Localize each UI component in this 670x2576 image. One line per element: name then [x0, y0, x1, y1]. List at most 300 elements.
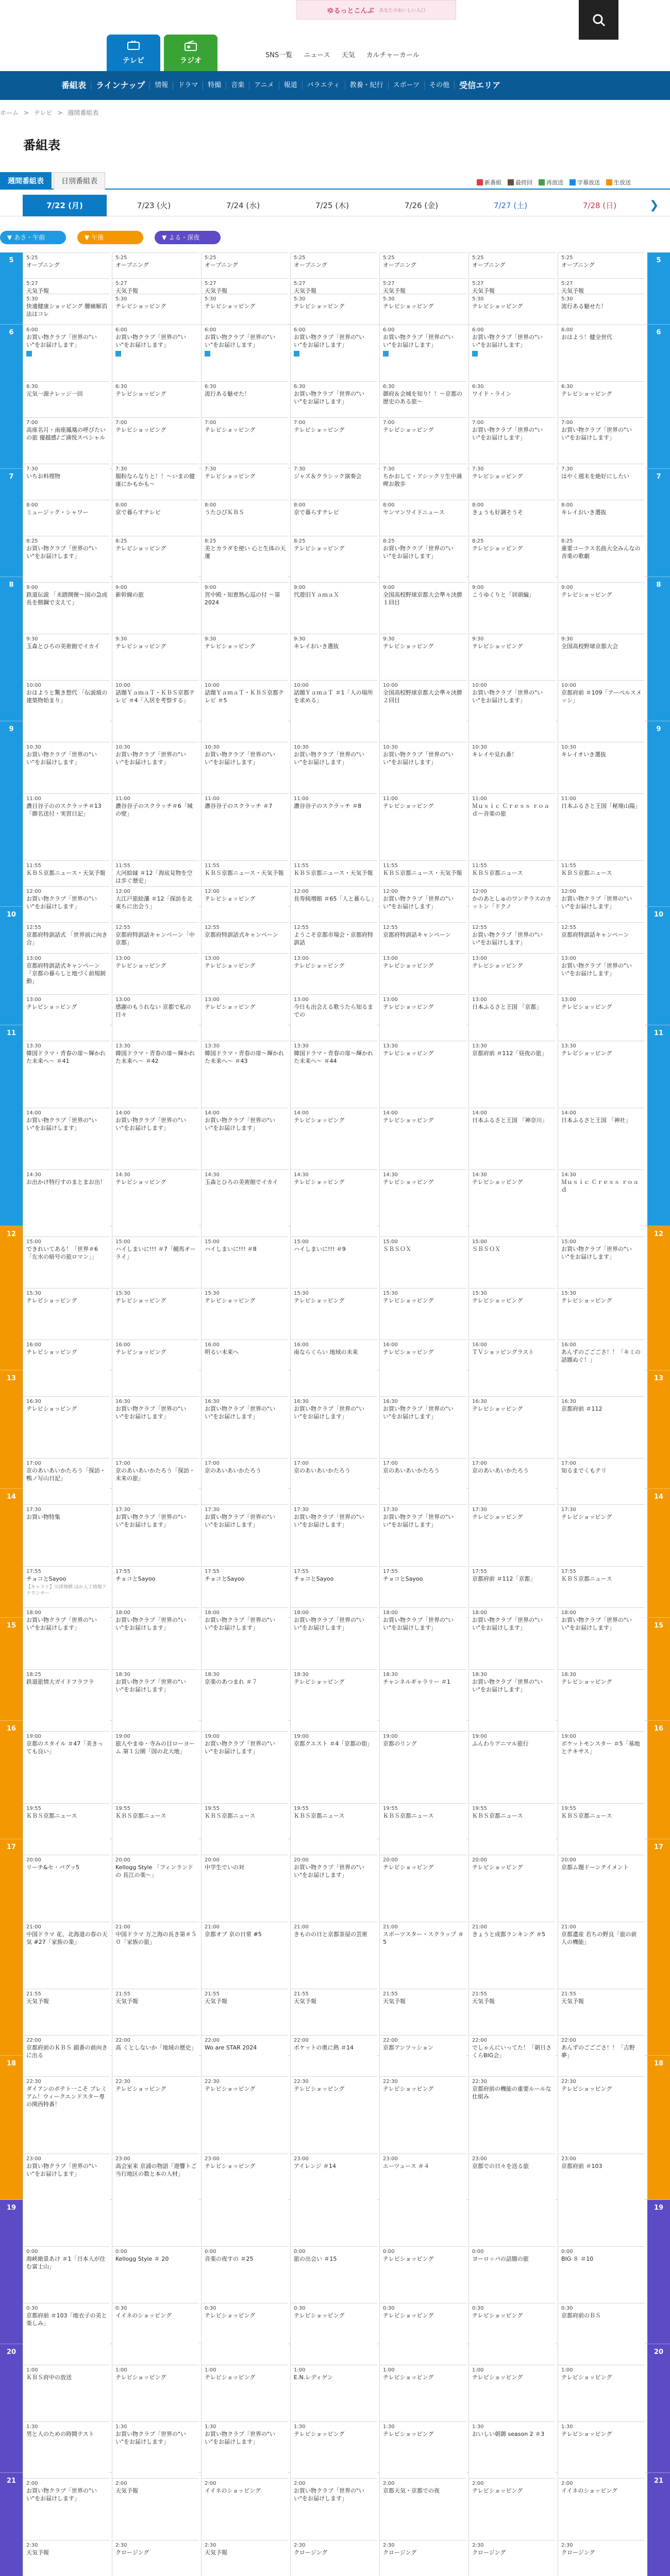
program-cell[interactable]: [23, 1855, 110, 1922]
program-cell[interactable]: [23, 1108, 110, 1170]
link-culture[interactable]: カルチャーカール: [366, 52, 420, 59]
program-cell[interactable]: [291, 860, 377, 886]
program-cell[interactable]: [23, 922, 110, 953]
tab-tv[interactable]: [107, 35, 160, 71]
program-cell[interactable]: [112, 278, 199, 294]
program-cell[interactable]: [23, 1803, 110, 1855]
nav-item-sports[interactable]: スポーツ: [389, 81, 425, 90]
program-cell[interactable]: [202, 680, 288, 742]
program-cell[interactable]: [558, 1108, 645, 1170]
program-cell[interactable]: [112, 2076, 199, 2154]
program-cell[interactable]: [23, 1669, 110, 1731]
program-cell[interactable]: [469, 1566, 556, 1607]
program-cell[interactable]: [202, 294, 288, 325]
program-cell[interactable]: [23, 1170, 110, 1236]
program-cell[interactable]: [291, 1989, 377, 2035]
tab-weekly[interactable]: 週間番組表: [0, 172, 52, 190]
program-cell[interactable]: [558, 1236, 645, 1288]
tab-daily[interactable]: 日別番組表: [54, 172, 105, 190]
program-cell[interactable]: [202, 1288, 288, 1340]
program-cell[interactable]: [291, 1458, 377, 1504]
program-cell[interactable]: [202, 325, 288, 381]
program-cell[interactable]: [558, 2076, 645, 2154]
program-cell[interactable]: [202, 1855, 288, 1922]
program-cell[interactable]: [202, 1731, 288, 1803]
program-cell[interactable]: [380, 1108, 466, 1170]
program-cell[interactable]: [380, 1170, 466, 1236]
program-cell[interactable]: [291, 2076, 377, 2154]
program-cell[interactable]: [380, 1989, 466, 2035]
program-cell[interactable]: [23, 953, 110, 994]
program-cell[interactable]: [558, 680, 645, 742]
program-cell[interactable]: [112, 2421, 199, 2478]
program-cell[interactable]: [558, 464, 645, 500]
program-cell[interactable]: [558, 1504, 645, 1566]
program-cell[interactable]: [112, 680, 199, 742]
program-cell[interactable]: [202, 278, 288, 294]
program-cell[interactable]: [202, 2076, 288, 2154]
program-cell[interactable]: [380, 922, 466, 953]
program-cell[interactable]: [291, 1607, 377, 1669]
program-cell[interactable]: [558, 278, 645, 294]
program-cell[interactable]: [202, 1236, 288, 1288]
program-cell[interactable]: [469, 2076, 556, 2154]
program-cell[interactable]: [112, 860, 199, 886]
program-cell[interactable]: [23, 886, 110, 922]
program-cell[interactable]: [469, 2303, 556, 2365]
program-cell[interactable]: [558, 1855, 645, 1922]
program-cell[interactable]: [291, 2540, 377, 2576]
program-cell[interactable]: [380, 793, 466, 860]
program-cell[interactable]: [23, 1731, 110, 1803]
program-cell[interactable]: [112, 294, 199, 325]
program-cell[interactable]: [291, 793, 377, 860]
date-tab[interactable]: 7/23 (火): [137, 201, 171, 210]
program-cell[interactable]: [558, 417, 645, 464]
program-cell[interactable]: [291, 2303, 377, 2365]
program-cell[interactable]: [469, 1396, 556, 1458]
program-cell[interactable]: [469, 536, 556, 582]
program-cell[interactable]: [380, 1041, 466, 1108]
program-cell[interactable]: [291, 634, 377, 680]
program-cell[interactable]: [558, 381, 645, 417]
program-cell[interactable]: [291, 2421, 377, 2478]
nav-item-education[interactable]: 教養・紀行: [345, 81, 389, 90]
program-cell[interactable]: [469, 2035, 556, 2076]
program-cell[interactable]: [112, 1922, 199, 1989]
program-cell[interactable]: [112, 325, 199, 381]
program-cell[interactable]: [291, 680, 377, 742]
program-cell[interactable]: [558, 582, 645, 634]
program-cell[interactable]: [469, 1989, 556, 2035]
program-cell[interactable]: [291, 500, 377, 536]
program-cell[interactable]: [23, 680, 110, 742]
program-cell[interactable]: [558, 1607, 645, 1669]
program-cell[interactable]: [380, 500, 466, 536]
program-cell[interactable]: [469, 1669, 556, 1731]
program-cell[interactable]: [291, 742, 377, 793]
program-cell[interactable]: [202, 464, 288, 500]
program-cell[interactable]: [469, 1340, 556, 1396]
tab-radio[interactable]: [164, 35, 217, 71]
program-cell[interactable]: [202, 1607, 288, 1669]
program-cell[interactable]: [23, 252, 110, 278]
program-cell[interactable]: [558, 500, 645, 536]
program-cell[interactable]: [469, 1458, 556, 1504]
time-jump-button[interactable]: [77, 231, 143, 244]
program-cell[interactable]: [469, 860, 556, 886]
program-cell[interactable]: [380, 1731, 466, 1803]
program-cell[interactable]: [23, 1288, 110, 1340]
program-cell[interactable]: [23, 2246, 110, 2303]
program-cell[interactable]: [23, 994, 110, 1041]
program-cell[interactable]: [202, 1803, 288, 1855]
program-cell[interactable]: [558, 793, 645, 860]
program-cell[interactable]: [202, 252, 288, 278]
program-cell[interactable]: [558, 2421, 645, 2478]
program-cell[interactable]: [291, 1340, 377, 1396]
program-cell[interactable]: [380, 1607, 466, 1669]
program-cell[interactable]: [23, 500, 110, 536]
program-cell[interactable]: [469, 2540, 556, 2576]
program-cell[interactable]: [23, 1989, 110, 2035]
program-cell[interactable]: [291, 994, 377, 1041]
program-cell[interactable]: [112, 2303, 199, 2365]
program-cell[interactable]: [558, 886, 645, 922]
program-cell[interactable]: [202, 742, 288, 793]
program-cell[interactable]: [558, 922, 645, 953]
program-cell[interactable]: [558, 2246, 645, 2303]
program-cell[interactable]: [380, 1566, 466, 1607]
program-cell[interactable]: [202, 922, 288, 953]
program-cell[interactable]: [291, 2035, 377, 2076]
program-cell[interactable]: [202, 793, 288, 860]
program-cell[interactable]: [23, 582, 110, 634]
breadcrumb-home[interactable]: ホーム: [0, 109, 19, 116]
program-cell[interactable]: [291, 325, 377, 381]
program-cell[interactable]: [469, 464, 556, 500]
program-cell[interactable]: [23, 294, 110, 325]
time-jump-button[interactable]: [0, 231, 66, 244]
program-cell[interactable]: [291, 2246, 377, 2303]
program-cell[interactable]: [202, 1989, 288, 2035]
program-cell[interactable]: [112, 2246, 199, 2303]
program-cell[interactable]: [23, 2076, 110, 2154]
nav-item-drama[interactable]: ドラマ: [173, 81, 203, 90]
program-cell[interactable]: [380, 1340, 466, 1396]
program-cell[interactable]: [380, 252, 466, 278]
program-cell[interactable]: [380, 634, 466, 680]
program-cell[interactable]: [558, 1396, 645, 1458]
program-cell[interactable]: [380, 2035, 466, 2076]
date-tab[interactable]: 7/22 (月): [23, 195, 107, 216]
program-cell[interactable]: [291, 886, 377, 922]
program-cell[interactable]: [558, 1458, 645, 1504]
program-cell[interactable]: [202, 1340, 288, 1396]
program-cell[interactable]: [469, 294, 556, 325]
program-cell[interactable]: [202, 2421, 288, 2478]
program-cell[interactable]: [469, 417, 556, 464]
program-cell[interactable]: [112, 1340, 199, 1396]
program-cell[interactable]: [23, 1041, 110, 1108]
program-cell[interactable]: [202, 1922, 288, 1989]
program-cell[interactable]: [112, 922, 199, 953]
program-cell[interactable]: [380, 1922, 466, 1989]
program-cell[interactable]: [291, 1669, 377, 1731]
program-cell[interactable]: [112, 1108, 199, 1170]
program-cell[interactable]: [380, 464, 466, 500]
program-cell[interactable]: [23, 381, 110, 417]
program-cell[interactable]: [291, 294, 377, 325]
nav-item-music[interactable]: 音楽: [226, 81, 249, 90]
program-cell[interactable]: [112, 1566, 199, 1607]
program-cell[interactable]: [291, 464, 377, 500]
program-cell[interactable]: [380, 680, 466, 742]
program-cell[interactable]: [469, 2365, 556, 2421]
program-cell[interactable]: [558, 634, 645, 680]
program-cell[interactable]: [291, 1236, 377, 1288]
program-cell[interactable]: [469, 1803, 556, 1855]
program-cell[interactable]: [558, 1669, 645, 1731]
program-cell[interactable]: [558, 860, 645, 886]
program-cell[interactable]: [23, 536, 110, 582]
program-cell[interactable]: [469, 278, 556, 294]
program-cell[interactable]: [291, 278, 377, 294]
program-cell[interactable]: [23, 325, 110, 381]
program-cell[interactable]: [469, 252, 556, 278]
program-cell[interactable]: [112, 500, 199, 536]
program-cell[interactable]: [23, 2478, 110, 2540]
link-news[interactable]: ニュース: [304, 52, 330, 59]
program-cell[interactable]: [112, 1396, 199, 1458]
program-cell[interactable]: [112, 2035, 199, 2076]
program-cell[interactable]: [469, 2421, 556, 2478]
program-cell[interactable]: [112, 1170, 199, 1236]
program-cell[interactable]: [380, 2154, 466, 2246]
program-cell[interactable]: [558, 2303, 645, 2365]
program-cell[interactable]: [112, 1504, 199, 1566]
program-cell[interactable]: [202, 381, 288, 417]
program-cell[interactable]: [112, 994, 199, 1041]
program-cell[interactable]: [291, 252, 377, 278]
program-cell[interactable]: [558, 953, 645, 994]
program-cell[interactable]: [202, 417, 288, 464]
program-cell[interactable]: [291, 1504, 377, 1566]
program-cell[interactable]: [469, 2154, 556, 2246]
program-cell[interactable]: [291, 922, 377, 953]
program-cell[interactable]: [112, 1731, 199, 1803]
program-cell[interactable]: [202, 634, 288, 680]
program-cell[interactable]: [380, 860, 466, 886]
program-cell[interactable]: [23, 2540, 110, 2576]
program-cell[interactable]: [202, 1041, 288, 1108]
program-cell[interactable]: [380, 1504, 466, 1566]
nav-item-tokusatsu[interactable]: 特撮: [203, 81, 226, 90]
program-cell[interactable]: [112, 1458, 199, 1504]
program-cell[interactable]: [202, 2365, 288, 2421]
program-cell[interactable]: [469, 742, 556, 793]
program-cell[interactable]: [558, 1170, 645, 1236]
program-cell[interactable]: [202, 2303, 288, 2365]
program-cell[interactable]: [112, 634, 199, 680]
program-cell[interactable]: [380, 1669, 466, 1731]
program-cell[interactable]: [202, 994, 288, 1041]
program-cell[interactable]: [112, 1607, 199, 1669]
program-cell[interactable]: [558, 2154, 645, 2246]
program-cell[interactable]: [112, 464, 199, 500]
program-cell[interactable]: [380, 1396, 466, 1458]
program-cell[interactable]: [291, 1170, 377, 1236]
program-cell[interactable]: [291, 381, 377, 417]
program-cell[interactable]: [291, 1108, 377, 1170]
program-cell[interactable]: [202, 2035, 288, 2076]
program-cell[interactable]: [291, 1922, 377, 1989]
program-cell[interactable]: [558, 252, 645, 278]
program-cell[interactable]: [23, 2035, 110, 2076]
date-tab[interactable]: 7/28 (日): [582, 201, 617, 210]
program-cell[interactable]: [380, 582, 466, 634]
program-cell[interactable]: [380, 886, 466, 922]
program-cell[interactable]: [112, 1236, 199, 1288]
search-button[interactable]: [579, 0, 618, 40]
program-cell[interactable]: [291, 2478, 377, 2540]
program-cell[interactable]: [380, 953, 466, 994]
program-cell[interactable]: [202, 536, 288, 582]
program-cell[interactable]: [380, 2246, 466, 2303]
chevron-right-icon[interactable]: ❯: [649, 199, 659, 212]
program-cell[interactable]: [112, 2478, 199, 2540]
program-cell[interactable]: [558, 325, 645, 381]
program-cell[interactable]: [23, 860, 110, 886]
program-cell[interactable]: [202, 953, 288, 994]
nav-item-anime[interactable]: アニメ: [249, 81, 279, 90]
program-cell[interactable]: [23, 1922, 110, 1989]
program-cell[interactable]: [202, 886, 288, 922]
program-cell[interactable]: [380, 994, 466, 1041]
program-cell[interactable]: [469, 1855, 556, 1922]
program-cell[interactable]: [291, 1731, 377, 1803]
program-cell[interactable]: [469, 1607, 556, 1669]
program-cell[interactable]: [23, 1340, 110, 1396]
program-cell[interactable]: [558, 536, 645, 582]
program-cell[interactable]: [202, 2246, 288, 2303]
program-cell[interactable]: [112, 417, 199, 464]
program-cell[interactable]: [380, 1855, 466, 1922]
program-cell[interactable]: [380, 2540, 466, 2576]
program-cell[interactable]: [380, 536, 466, 582]
program-cell[interactable]: [380, 2478, 466, 2540]
program-cell[interactable]: [291, 536, 377, 582]
program-cell[interactable]: [469, 381, 556, 417]
program-cell[interactable]: [23, 1566, 110, 1607]
program-cell[interactable]: [558, 1922, 645, 1989]
nav-item-variety[interactable]: バラエティ: [303, 81, 345, 90]
nav-item-info[interactable]: 情報: [150, 81, 173, 90]
program-cell[interactable]: [23, 1458, 110, 1504]
program-cell[interactable]: [291, 2154, 377, 2246]
program-cell[interactable]: [112, 1803, 199, 1855]
program-cell[interactable]: [23, 793, 110, 860]
program-cell[interactable]: [202, 860, 288, 886]
program-cell[interactable]: [469, 953, 556, 994]
program-cell[interactable]: [380, 381, 466, 417]
program-cell[interactable]: [291, 953, 377, 994]
program-cell[interactable]: [469, 2478, 556, 2540]
program-cell[interactable]: [291, 1803, 377, 1855]
program-cell[interactable]: [380, 1288, 466, 1340]
nav-item-area[interactable]: 受信エリア: [459, 80, 501, 90]
program-cell[interactable]: [380, 278, 466, 294]
program-cell[interactable]: [23, 742, 110, 793]
program-cell[interactable]: [202, 1170, 288, 1236]
breadcrumb-tv[interactable]: テレビ: [34, 109, 53, 116]
program-cell[interactable]: [380, 1458, 466, 1504]
program-cell[interactable]: [469, 680, 556, 742]
program-cell[interactable]: [112, 2540, 199, 2576]
program-cell[interactable]: [23, 1396, 110, 1458]
date-tab[interactable]: 7/25 (木): [315, 201, 349, 210]
program-cell[interactable]: [202, 1458, 288, 1504]
date-tab[interactable]: 7/27 (土): [493, 201, 528, 210]
program-cell[interactable]: [558, 1041, 645, 1108]
program-cell[interactable]: [558, 294, 645, 325]
time-jump-button[interactable]: [155, 231, 221, 244]
program-cell[interactable]: [558, 1340, 645, 1396]
program-cell[interactable]: [112, 252, 199, 278]
program-cell[interactable]: [469, 582, 556, 634]
program-cell[interactable]: [469, 994, 556, 1041]
program-cell[interactable]: [23, 2421, 110, 2478]
program-cell[interactable]: [469, 634, 556, 680]
program-cell[interactable]: [469, 1922, 556, 1989]
program-cell[interactable]: [380, 2303, 466, 2365]
program-cell[interactable]: [558, 2478, 645, 2540]
program-cell[interactable]: [23, 2154, 110, 2246]
program-cell[interactable]: [291, 1041, 377, 1108]
program-cell[interactable]: [202, 582, 288, 634]
program-cell[interactable]: [469, 793, 556, 860]
program-cell[interactable]: [469, 325, 556, 381]
program-cell[interactable]: [380, 294, 466, 325]
program-cell[interactable]: [380, 1236, 466, 1288]
program-cell[interactable]: [469, 1041, 556, 1108]
program-cell[interactable]: [202, 500, 288, 536]
program-cell[interactable]: [380, 2076, 466, 2154]
program-cell[interactable]: [23, 1504, 110, 1566]
program-cell[interactable]: [112, 793, 199, 860]
ad-banner[interactable]: [296, 0, 456, 20]
program-cell[interactable]: [291, 1288, 377, 1340]
program-cell[interactable]: [558, 994, 645, 1041]
program-cell[interactable]: [112, 381, 199, 417]
program-cell[interactable]: [112, 582, 199, 634]
program-cell[interactable]: [558, 1566, 645, 1607]
nav-item-lineup[interactable]: ラインナップ: [91, 81, 150, 90]
program-cell[interactable]: [558, 1288, 645, 1340]
link-sns[interactable]: SNS一覧: [265, 52, 293, 59]
program-cell[interactable]: [380, 325, 466, 381]
program-cell[interactable]: [558, 2365, 645, 2421]
date-tab[interactable]: 7/24 (水): [226, 201, 260, 210]
program-cell[interactable]: [469, 1170, 556, 1236]
program-cell[interactable]: [291, 417, 377, 464]
program-cell[interactable]: [202, 2540, 288, 2576]
program-cell[interactable]: [291, 1855, 377, 1922]
program-cell[interactable]: [558, 1731, 645, 1803]
program-cell[interactable]: [202, 1669, 288, 1731]
program-cell[interactable]: [469, 922, 556, 953]
program-cell[interactable]: [558, 2035, 645, 2076]
